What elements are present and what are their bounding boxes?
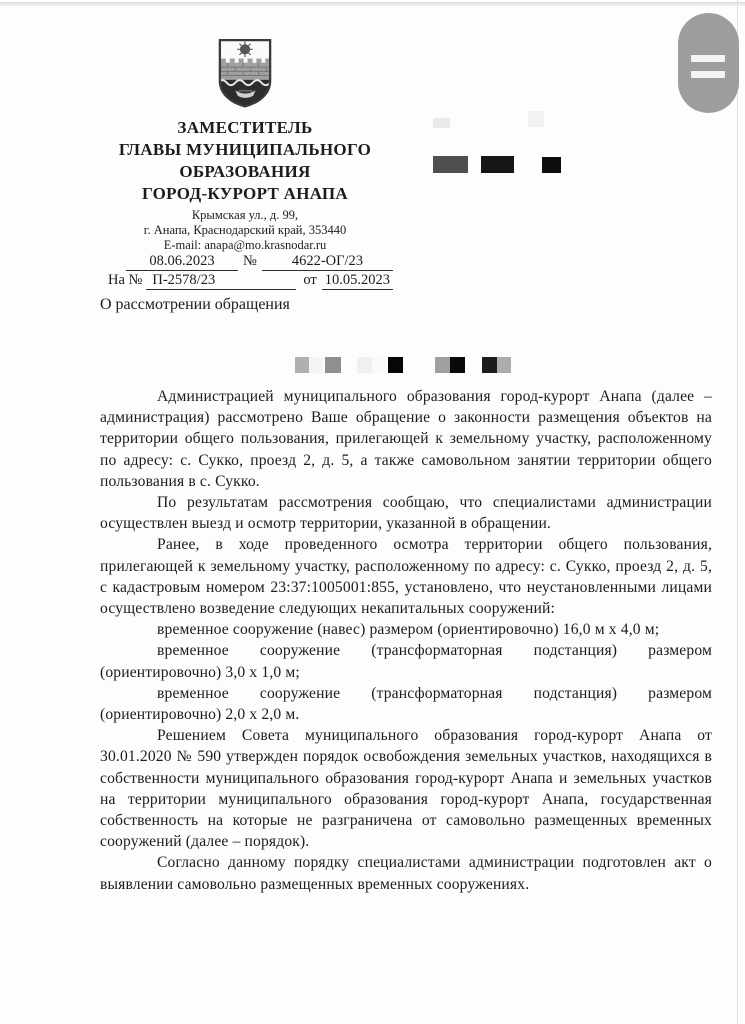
reference-block xyxy=(108,252,393,290)
from-label: от xyxy=(303,272,317,288)
body-paragraph: временное сооружение (трансформаторная подстанция) размером (ориентировочно) 2,0 х 2,0 м. xyxy=(100,684,712,724)
incoming-number: П-2578/23 xyxy=(146,271,296,290)
incoming-ref-row xyxy=(108,271,393,290)
redaction-box xyxy=(497,357,511,373)
redaction-box xyxy=(542,157,561,173)
incoming-ref-label: На № xyxy=(108,272,143,288)
redaction-box xyxy=(433,156,468,173)
page-right-edge xyxy=(737,0,738,1024)
redaction-box xyxy=(372,357,386,373)
body-paragraph: временное сооружение (трансформаторная подстанция) размером (ориентировочно) 3,0 х 1,0 м; xyxy=(100,642,712,681)
redaction-box xyxy=(433,118,450,128)
coat-of-arms-anapa-icon xyxy=(216,36,274,110)
redaction-box xyxy=(435,357,450,373)
org-name-line: ГЛАВЫ МУНИЦИПАЛЬНОГО xyxy=(118,140,372,159)
address-line: г. Анапа, Краснодарский край, 353440 xyxy=(143,223,347,237)
body-paragraph: Администрацией муниципального образования город-курорт Анапа (далее – администрация) рассмотрено Ваше обращение о законности размещения объектов на территории общего пользования, прилегающей к земельному участку, расположенному по адресу: с. Сукко, проезд 2, д. 5, а также самовольном занятии территории общего пользования в с. Сукко. xyxy=(100,388,712,490)
subject-line: О рассмотрении обращения xyxy=(100,296,290,313)
org-name-line: ГОРОД-КУРОРТ АНАПА xyxy=(141,184,349,203)
redaction-box xyxy=(325,357,341,373)
address-line: Крымская ул., д. 99, xyxy=(191,208,299,222)
body-paragraph: временное сооружение (навес) размером (ориентировочно) 16,0 м х 4,0 м; xyxy=(157,621,660,639)
letter-body xyxy=(100,386,712,895)
redaction-box xyxy=(450,357,465,373)
body-paragraph: Ранее, в ходе проведенного осмотра территории общего пользования, прилегающей к земельному участку, расположенному по адресу: с. Сукко, проезд 2, д. 5, с кадастровым номером 23:37:1005001:855, установлено, что неустановленными лицами осуществлено возведение следующих некапитальных сооружений: xyxy=(100,536,712,618)
page-top-shadow xyxy=(0,2,745,6)
org-address xyxy=(95,208,395,253)
org-name-line: ЗАМЕСТИТЕЛЬ xyxy=(177,118,313,137)
menu-button[interactable] xyxy=(678,13,739,113)
org-name xyxy=(95,117,395,205)
incoming-date: 10.05.2023 xyxy=(322,271,393,290)
redaction-box xyxy=(481,156,514,173)
outgoing-number: 4622-ОГ/23 xyxy=(262,252,393,271)
redaction-box xyxy=(295,357,309,373)
body-paragraph: По результатам рассмотрения сообщаю, что специалистами администрации осуществлен выезд и осмотр территории, указанной в обращении. xyxy=(100,494,712,533)
letterhead xyxy=(95,36,395,253)
outgoing-date: 08.06.2023 xyxy=(126,252,238,271)
body-paragraph: Согласно данному порядку специалистами администрации подготовлен акт о выявлении самовольно размещенных временных сооружениях. xyxy=(100,854,712,893)
redaction-box xyxy=(357,357,372,373)
redaction-box xyxy=(482,357,497,373)
email-line: E-mail: anapa@mo.krasnodar.ru xyxy=(163,238,327,252)
redaction-box xyxy=(528,111,544,127)
org-name-line: ОБРАЗОВАНИЯ xyxy=(179,162,311,181)
outgoing-ref-row xyxy=(108,252,393,271)
number-sign: № xyxy=(243,253,257,269)
body-paragraph: Решением Совета муниципального образования город-курорт Анапа от 30.01.2020 № 590 утвержден порядок освобождения земельных участков, находящихся в собственности муниципального образования город-курорт Анапа и земельных участков на территории муниципального образования город-курорт Анапа, государственная собственность на которые не разграничена от самовольно размещенных временных сооружений (далее – порядок). xyxy=(100,727,712,851)
redaction-box xyxy=(388,357,403,373)
redaction-box xyxy=(309,357,323,373)
